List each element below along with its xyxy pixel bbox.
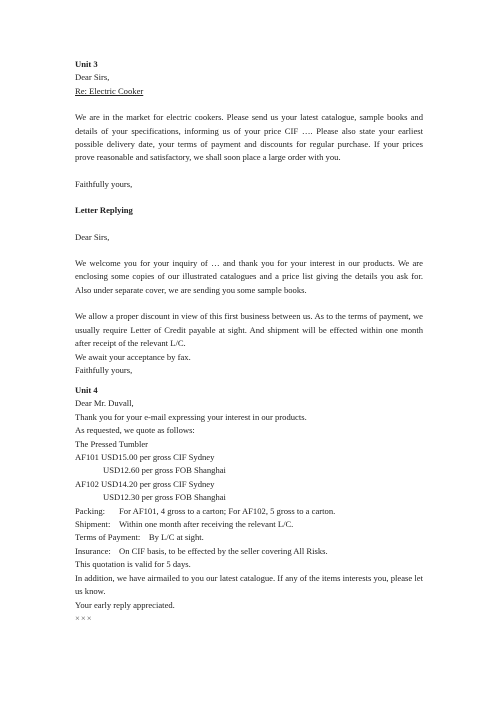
unit3-salutation: Dear Sirs, (75, 72, 110, 83)
packing-value: For AF101, 4 gross to a carton; For AF102, 5 gross to a carton. (119, 505, 336, 516)
unit4-section (75, 384, 423, 625)
shipment-value: Within one month after receiving the relevant L/C. (119, 519, 294, 530)
unit3-subject: Re: Electric Cooker (75, 85, 144, 96)
payment-terms (75, 531, 423, 544)
insurance-label: Insurance: (75, 545, 111, 556)
unit4-intro-line: Thank you for your e-mail expressing your interest in our products. (75, 411, 307, 422)
reply-request-line: Your early reply appreciated. (75, 599, 175, 610)
af101-fob-price: USD12.60 per gross FOB Shanghai (103, 465, 226, 476)
af102-fob-price: USD12.30 per gross FOB Shanghai (103, 492, 226, 503)
reply-salutation: Dear Sirs, (75, 231, 110, 242)
unit4-heading: Unit 4 (75, 385, 98, 395)
addition-paragraph: In addition, we have airmailed to you our latest catalogue. If any of the items interests you, please let us know. (75, 572, 423, 597)
product-name: The Pressed Tumbler (75, 438, 149, 449)
unit4-quote-line: As requested, we quote as follows: (75, 425, 195, 436)
shipment-terms (75, 518, 423, 531)
unit3-body-paragraph: We are in the market for electric cookers. Please send us your latest catalogue, sample books and details of your specifications, informing us of your price CIF …. Please also state your earliest possible delivery date, your terms of payment and discounts for regular purchase. If your prices prove reasonable and satisfactory, we shall soon place a large order with you. (75, 112, 423, 163)
reply-heading: Letter Replying (75, 205, 133, 216)
packing-label: Packing: (75, 505, 106, 516)
reply-closing: Faithfully yours, (75, 364, 133, 375)
unit4-salutation: Dear Mr. Duvall, (75, 398, 134, 409)
reply-paragraph-3: We await your acceptance by fax. (75, 351, 191, 362)
af101-cif-price: AF101 USD15.00 per gross CIF Sydney (75, 452, 215, 463)
validity-line: This quotation is valid for 5 days. (75, 559, 191, 570)
reply-paragraph-2: We allow a proper discount in view of this first business between us. As to the terms of payment, we usually require Letter of Credit payable at sight. And shipment will be effected within one month after receipt of the relevant L/C. (75, 311, 423, 349)
insurance-value: On CIF basis, to be effected by the seller covering All Risks. (119, 545, 328, 556)
insurance-terms (75, 545, 423, 558)
shipment-label: Shipment: (75, 519, 111, 530)
payment-label: Terms of Payment: (75, 532, 141, 543)
reply-paragraph-1: We welcome you for your inquiry of … and thank you for your interest in our products. We are enclosing some copies of our illustrated catalogues and a price list giving the details you ask for. Also under separate cover, we are sending you some sample books. (75, 258, 423, 295)
af102-cif-price: AF102 USD14.20 per gross CIF Sydney (75, 478, 215, 489)
unit3-section (75, 58, 423, 377)
packing-terms (75, 505, 423, 518)
unit3-heading: Unit 3 (75, 59, 98, 69)
unit3-closing: Faithfully yours, (75, 178, 133, 189)
payment-value: By L/C at sight. (148, 532, 204, 543)
signature: ××× (75, 612, 93, 623)
